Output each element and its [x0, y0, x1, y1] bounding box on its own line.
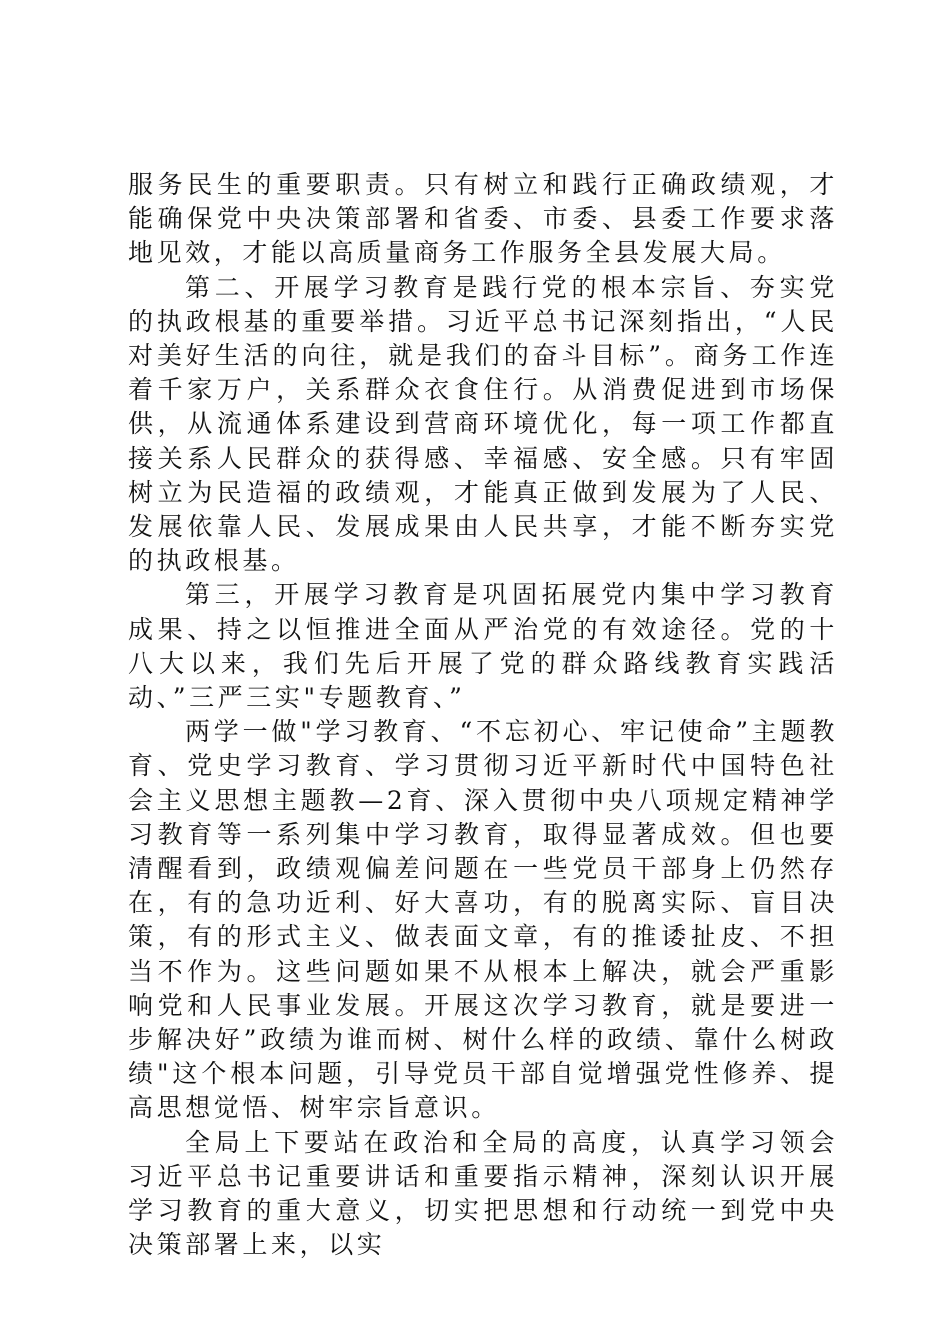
paragraph-closing: 全局上下要站在政治和全局的高度，认真学习领会习近平总书记重要讲话和重要指示精神，深刻认识开展学习教育的重大意义，切实把思想和行动统一到党中央决策部署上来，以实 [128, 1127, 838, 1260]
paragraph-third-point: 第三，开展学习教育是巩固拓展党内集中学习教育成果、持之以恒推进全面从严治党的有效途径。党的十八大以来，我们先后开展了党的群众路线教育实践活动、”三严三实"专题教育、” [128, 580, 838, 713]
paragraph-continuation: 服务民生的重要职责。只有树立和践行正确政绩观，才能确保党中央决策部署和省委、市委、县委工作要求落地见效，才能以高质量商务工作服务全县发展大局。 [128, 170, 838, 268]
paragraph-second-point: 第二、开展学习教育是践行党的根本宗旨、夯实党的执政根基的重要举措。习近平总书记深刻指出，“人民对美好生活的向往，就是我们的奋斗目标”。商务工作连着千家万户，关系群众衣食住行。从消费促进到市场保供，从流通体系建设到营商环境优化，每一项工作都直接关系人民群众的获得感、幸福感、安全感。只有牢固树立为民造福的政绩观，才能真正做到发展为了人民、发展依靠人民、发展成果由人民共享，才能不断夯实党的执政根基。 [128, 272, 838, 576]
paragraph-third-point-continued: 两学一做"学习教育、“不忘初心、牢记使命”主题教育、党史学习教育、学习贯彻习近平新时代中国特色社会主义思想主题教—2育、深入贯彻中央八项规定精神学习教育等一系列集中学习教育，取得显著成效。但也要清醒看到，政绩观偏差问题在一些党员干部身上仍然存在，有的急功近利、好大喜功，有的脱离实际、盲目决策，有的形式主义、做表面文章，有的推诿扯皮、不担当不作为。这些问题如果不从根本上解决，就会严重影响党和人民事业发展。开展这次学习教育，就是要进一步解决好”政绩为谁而树、树什么样的政绩、靠什么树政绩"这个根本问题，引导党员干部自觉增强党性修养、提高思想觉悟、树牢宗旨意识。 [128, 717, 838, 1123]
body-text [128, 168, 838, 1263]
